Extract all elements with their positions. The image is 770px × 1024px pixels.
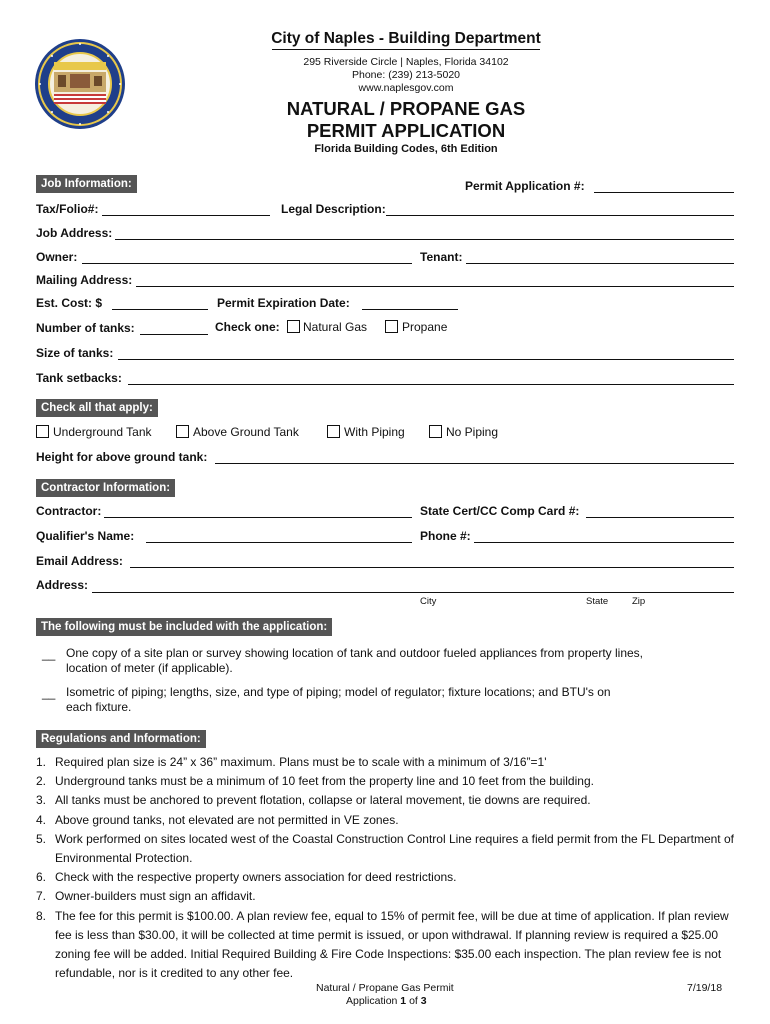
permit-expiration-field[interactable]	[362, 309, 458, 310]
contractor-phone-field[interactable]	[474, 542, 734, 543]
department-address: 295 Riverside Circle | Naples, Florida 34102	[303, 56, 509, 68]
contractor-address-label: Address:	[36, 578, 89, 592]
qualifier-name-field[interactable]	[146, 542, 412, 543]
section-regulations: Regulations and Information:	[36, 730, 206, 748]
estimated-cost-label: Est. Cost: $	[36, 296, 103, 310]
regulation-item	[36, 791, 736, 810]
tank-height-field[interactable]	[215, 463, 734, 464]
requirement-1-line2: location of meter (if applicable).	[66, 661, 233, 675]
regulation-number: 7.	[36, 889, 47, 904]
regulation-item	[36, 772, 736, 791]
footer-date: 7/19/18	[687, 982, 723, 994]
regulation-text: Above ground tanks, not elevated are not permitted in VE zones.	[55, 812, 399, 827]
requirement-2-blank[interactable]: __	[42, 686, 56, 700]
tank-height-label: Height for above ground tank:	[36, 450, 208, 464]
regulation-item	[36, 830, 736, 868]
natural-gas-checkbox[interactable]	[287, 320, 300, 333]
above-ground-tank-label: Above Ground Tank	[193, 425, 299, 439]
regulation-number: 4.	[36, 812, 47, 827]
page-prefix: Application	[346, 995, 398, 1007]
city-seal-logo	[34, 38, 126, 130]
permit-number-field[interactable]	[594, 192, 734, 193]
footer-document-name: Natural / Propane Gas Permit	[316, 982, 454, 994]
regulation-text: Underground tanks must be a minimum of 10 feet from the property line and 10 feet from the building.	[55, 774, 594, 789]
estimated-cost-field[interactable]	[112, 309, 208, 310]
requirement-1-blank[interactable]: __	[42, 647, 56, 661]
section-requirements: The following must be included with the application:	[36, 618, 332, 636]
department-website[interactable]: www.naplesgov.com	[358, 82, 454, 94]
regulation-item	[36, 753, 736, 772]
size-of-tanks-label: Size of tanks:	[36, 346, 114, 360]
code-edition: Florida Building Codes, 6th Edition	[314, 143, 498, 155]
contractor-field[interactable]	[104, 517, 412, 518]
owner-field[interactable]	[82, 263, 412, 264]
legal-description-label: Legal Description:	[281, 202, 386, 216]
size-of-tanks-field[interactable]	[118, 359, 734, 360]
no-piping-label: No Piping	[446, 425, 499, 439]
regulation-number: 3.	[36, 793, 47, 808]
zip-caption: Zip	[632, 596, 646, 607]
tenant-field[interactable]	[466, 263, 734, 264]
underground-tank-label: Underground Tank	[53, 425, 152, 439]
page-of: of	[409, 995, 418, 1007]
tax-folio-field[interactable]	[102, 215, 270, 216]
qualifier-name-label: Qualifier's Name:	[36, 529, 135, 543]
number-of-tanks-label: Number of tanks:	[36, 321, 135, 335]
job-address-field[interactable]	[115, 239, 734, 240]
above-ground-tank-checkbox[interactable]	[176, 425, 189, 438]
section-contractor-information: Contractor Information:	[36, 479, 175, 497]
regulation-text: Required plan size is 24” x 36” maximum. Plans must be to scale with a minimum of 3/16”=1'	[55, 755, 547, 769]
page-current: 1	[400, 995, 407, 1007]
propane-checkbox[interactable]	[385, 320, 398, 333]
tenant-label: Tenant:	[420, 250, 463, 264]
regulation-number: 8.	[36, 908, 47, 923]
regulation-number: 6.	[36, 870, 47, 885]
contractor-phone-label: Phone #:	[420, 529, 471, 543]
state-caption: State	[586, 596, 609, 607]
regulation-item	[36, 907, 736, 984]
regulation-item	[36, 868, 736, 887]
natural-gas-label: Natural Gas	[303, 320, 368, 334]
underground-tank-checkbox[interactable]	[36, 425, 49, 438]
regulation-text: The fee for this permit is $100.00. A plan review fee, equal to 15% of permit fee, will be due at time of application. If plan review fee is less than $30.00, it will be collected at time permit is issued, or upon withdrawal. If planning review is required a $25.00 zoning fee will be added. Initial Required Building & Fire Code Inspections: $35.00 each inspection. The plan review fee is not refundable, nor is it credited to any other fee.	[55, 908, 729, 981]
department-phone: Phone: (239) 213-5020	[352, 69, 460, 81]
with-piping-checkbox[interactable]	[327, 425, 340, 438]
regulation-number: 1.	[36, 755, 47, 769]
department-name: City of Naples - Building Department	[271, 30, 541, 47]
regulation-text: Check with the respective property owners association for deed restrictions.	[55, 870, 457, 885]
state-cert-field[interactable]	[586, 517, 734, 518]
job-address-label: Job Address:	[36, 226, 113, 240]
legal-description-field[interactable]	[386, 215, 734, 216]
city-caption: City	[420, 596, 437, 607]
footer-page-number	[346, 995, 427, 1007]
mailing-address-label: Mailing Address:	[36, 273, 133, 287]
permit-expiration-label: Permit Expiration Date:	[217, 296, 350, 310]
section-job-information: Job Information:	[36, 175, 137, 193]
permit-number-label: Permit Application #:	[465, 179, 585, 193]
regulation-item	[36, 887, 736, 906]
contractor-address-field[interactable]	[92, 592, 734, 593]
form-title-line2: PERMIT APPLICATION	[306, 120, 506, 141]
check-one-label: Check one:	[215, 320, 280, 334]
regulations-list	[36, 753, 736, 983]
requirement-2-line1: Isometric of piping; lengths, size, and type of piping; model of regulator; fixture locations; and BTU's on	[66, 685, 611, 699]
mailing-address-field[interactable]	[136, 286, 734, 287]
regulation-text: Work performed on sites located west of the Coastal Construction Control Line requires a field permit from the FL Department of Environmental Protection.	[55, 831, 734, 866]
state-cert-label: State Cert/CC Comp Card #:	[420, 504, 580, 518]
number-of-tanks-field[interactable]	[140, 334, 208, 335]
requirement-2-line2: each fixture.	[66, 700, 132, 714]
regulation-text: Owner-builders must sign an affidavit.	[55, 889, 256, 904]
with-piping-label: With Piping	[344, 425, 405, 439]
department-underline	[272, 49, 540, 50]
section-check-all: Check all that apply:	[36, 399, 158, 417]
page-total: 3	[420, 995, 427, 1007]
owner-label: Owner:	[36, 250, 78, 264]
email-address-field[interactable]	[130, 567, 734, 568]
form-title-line1: NATURAL / PROPANE GAS	[286, 98, 526, 119]
regulation-text: All tanks must be anchored to prevent flotation, collapse or lateral movement, tie downs are required.	[55, 793, 591, 808]
tank-setbacks-field[interactable]	[128, 384, 734, 385]
tax-folio-label: Tax/Folio#:	[36, 202, 99, 216]
tank-setbacks-label: Tank setbacks:	[36, 371, 122, 385]
contractor-label: Contractor:	[36, 504, 102, 518]
no-piping-checkbox[interactable]	[429, 425, 442, 438]
propane-label: Propane	[402, 320, 448, 334]
email-address-label: Email Address:	[36, 554, 123, 568]
requirement-1-line1: One copy of a site plan or survey showing location of tank and outdoor fueled appliances from property lines,	[66, 646, 644, 660]
regulation-item	[36, 811, 736, 830]
regulation-number: 5.	[36, 831, 47, 846]
regulation-number: 2.	[36, 774, 47, 789]
